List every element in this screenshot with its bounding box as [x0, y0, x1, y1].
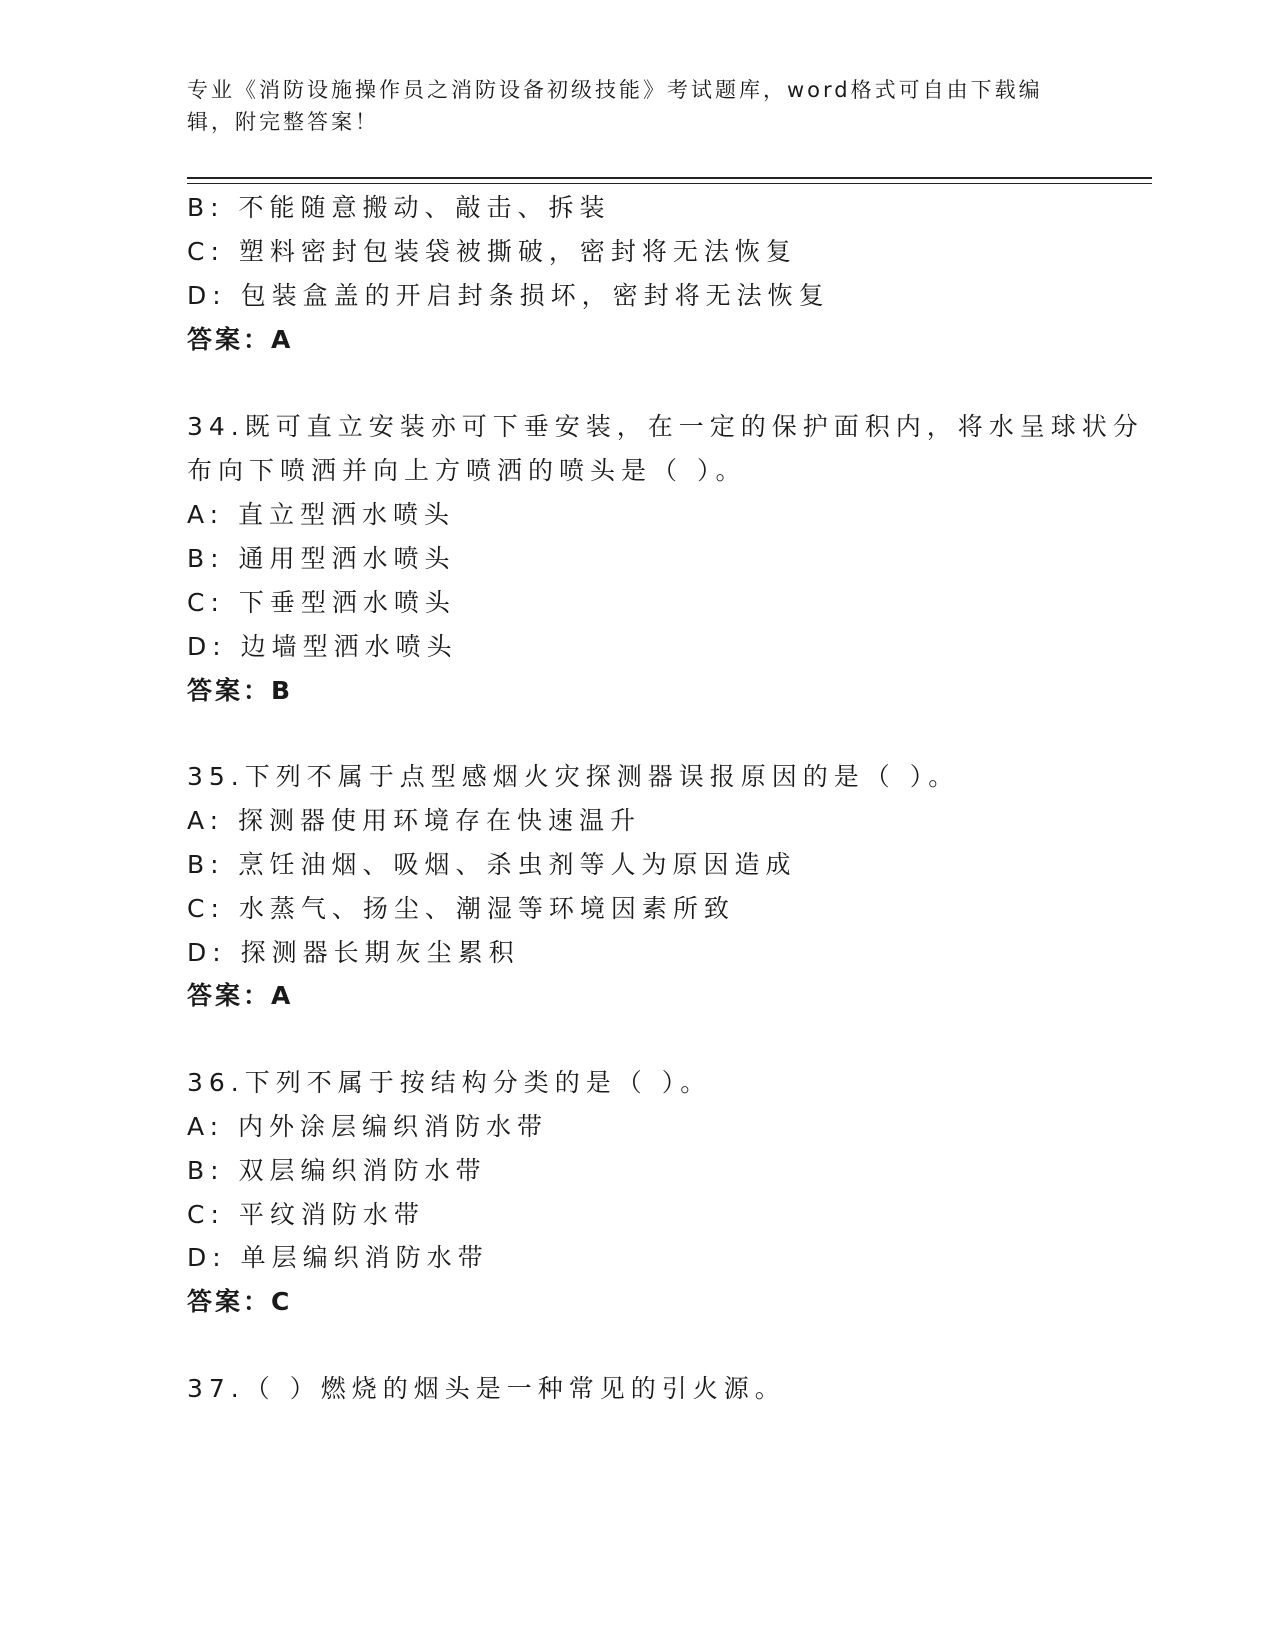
q34-option-b: B: 通用型洒水喷头 — [187, 544, 456, 573]
q34-answer: 答案：B — [187, 676, 294, 705]
q34-stem-line-2: 布向下喷洒并向上方喷洒的喷头是（ ）。 — [187, 456, 747, 485]
document-header — [187, 74, 1067, 138]
q36-option-c: C: 平纹消防水带 — [187, 1200, 425, 1229]
q34-option-c: C: 下垂型洒水喷头 — [187, 588, 456, 617]
q35-option-a: A: 探测器使用环境存在快速温升 — [187, 806, 642, 835]
q34-option-d: D: 边墙型洒水喷头 — [187, 632, 458, 661]
header-line-2: 辑，附完整答案！ — [187, 110, 379, 134]
q35-stem: 35.下列不属于点型感烟火灾探测器误报原因的是（ ）。 — [187, 762, 960, 791]
q35-option-d: D: 探测器长期灰尘累积 — [187, 938, 520, 967]
q34-stem-line-1: 34.既可直立安装亦可下垂安装，在一定的保护面积内，将水呈球状分 — [187, 412, 1144, 441]
q33-answer: 答案：A — [187, 325, 294, 354]
q35-option-b: B: 烹饪油烟、吸烟、杀虫剂等人为原因造成 — [187, 850, 797, 879]
header-divider-thin — [187, 183, 1152, 184]
q35-answer: 答案：A — [187, 981, 294, 1010]
q33-option-b: B: 不能随意搬动、敲击、拆装 — [187, 193, 611, 222]
q35-option-c: C: 水蒸气、扬尘、潮湿等环境因素所致 — [187, 894, 735, 923]
q36-option-b: B: 双层编织消防水带 — [187, 1156, 487, 1185]
q36-option-a: A: 内外涂层编织消防水带 — [187, 1112, 549, 1141]
header-line-1: 专业《消防设施操作员之消防设备初级技能》考试题库，word格式可自由下载编 — [187, 78, 1043, 102]
q36-option-d: D: 单层编织消防水带 — [187, 1243, 489, 1272]
q37-stem: 37.（ ）燃烧的烟头是一种常见的引火源。 — [187, 1374, 786, 1403]
q34-option-a: A: 直立型洒水喷头 — [187, 500, 456, 529]
header-divider-thick — [187, 177, 1152, 179]
q36-answer: 答案：C — [187, 1287, 293, 1316]
q33-option-d: D: 包装盒盖的开启封条损坏，密封将无法恢复 — [187, 281, 830, 310]
q36-stem: 36.下列不属于按结构分类的是（ ）。 — [187, 1068, 712, 1097]
q33-option-c: C: 塑料密封包装袋被撕破，密封将无法恢复 — [187, 237, 797, 266]
